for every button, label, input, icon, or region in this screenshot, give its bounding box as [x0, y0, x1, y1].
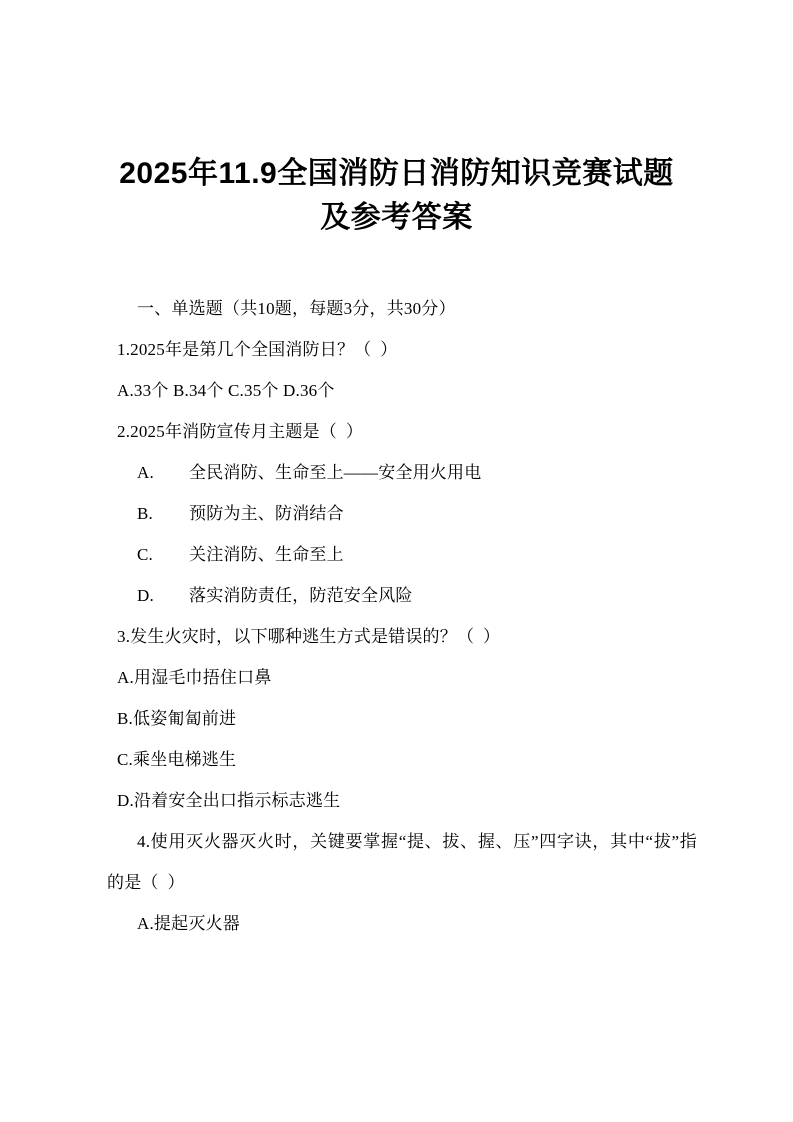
option-text: 全民消防、生命至上——安全用火用电: [189, 463, 482, 482]
question-2-option-b: [107, 493, 697, 534]
question-1-stem: 1.2025年是第几个全国消防日？（ ）: [117, 340, 398, 359]
document-body: [107, 288, 697, 944]
section-heading: 一、单选题（共10题，每题3分，共30分）: [137, 299, 456, 318]
option-letter: C.: [137, 545, 153, 564]
question-3-option-a: A.用湿毛巾捂住口鼻: [117, 668, 272, 687]
option-text: 落实消防责任，防范安全风险: [189, 586, 413, 605]
option-letter: D.: [137, 586, 154, 605]
option-text: 预防为主、防消结合: [189, 504, 344, 523]
question-3-stem: 3.发生火灾时，以下哪种逃生方式是错误的？（ ）: [117, 627, 501, 646]
question-3-option-c: C.乘坐电梯逃生: [117, 750, 237, 769]
question-2-option-a: [107, 452, 697, 493]
question-1-options: A.33个 B.34个 C.35个 D.36个: [117, 381, 335, 400]
page-title: 2025年11.9全国消防日消防知识竞赛试题及参考答案: [119, 157, 674, 234]
question-2-option-c: [107, 534, 697, 575]
question-3-option-d: D.沿着安全出口指示标志逃生: [117, 791, 341, 810]
option-letter: B.: [137, 504, 153, 523]
option-text: 关注消防、生命至上: [189, 545, 344, 564]
question-2-option-d: [107, 575, 697, 616]
question-2-stem: 2.2025年消防宣传月主题是（ ）: [117, 422, 364, 441]
option-letter: A.: [137, 463, 154, 482]
question-3-option-b: B.低姿匍匐前进: [117, 709, 237, 728]
question-4-stem: 4.使用灭火器灭火时，关键要掌握“提、拔、握、压”四字诀，其中“拔”指的是（ ）: [107, 832, 697, 892]
question-4-option-a: A.提起灭火器: [137, 914, 240, 933]
